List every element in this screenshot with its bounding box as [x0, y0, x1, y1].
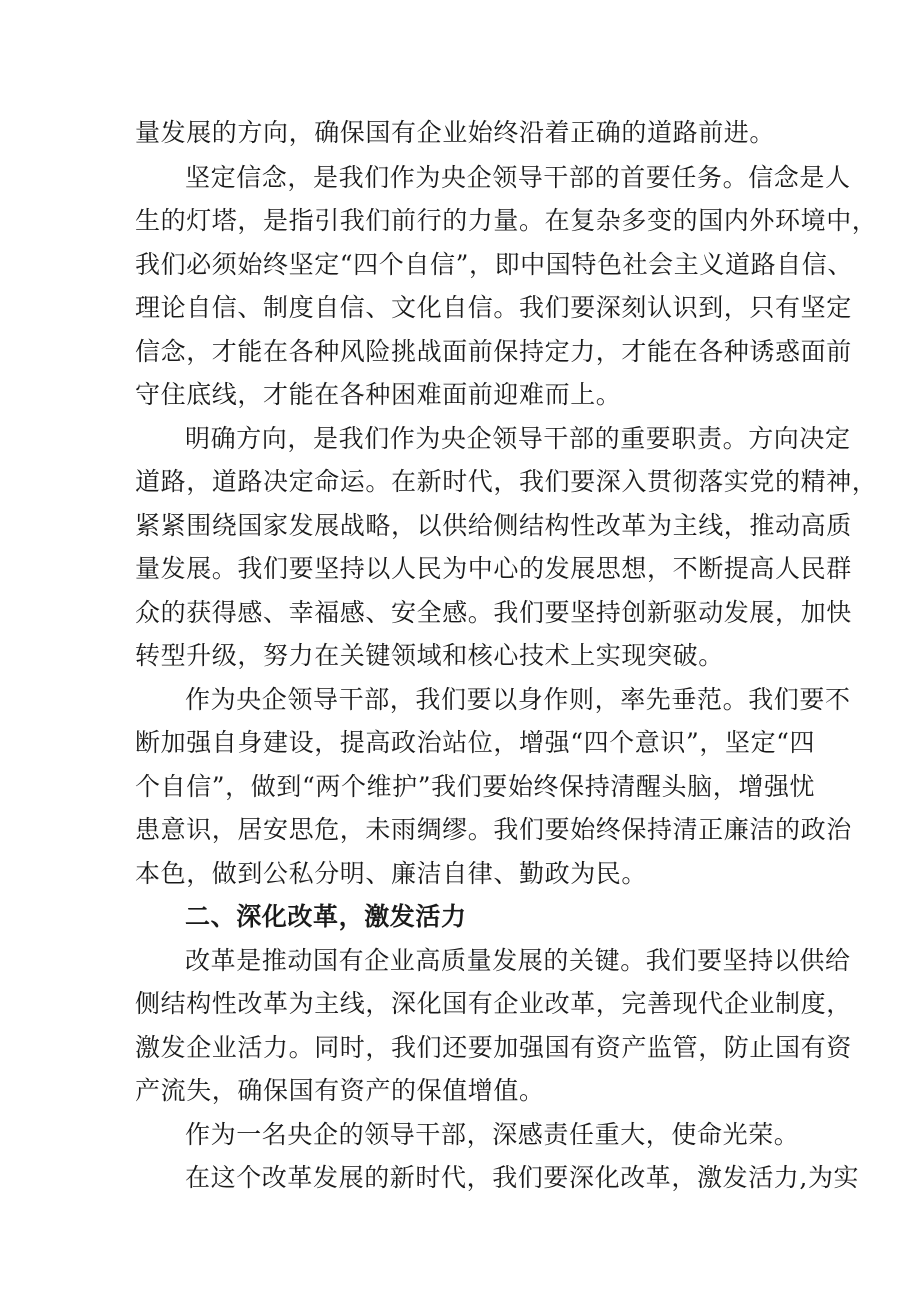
text-line: 信念，才能在各种风险挑战面前保持定力，才能在各种诱惑面前	[135, 337, 852, 366]
text-line: 作为央企领导干部，我们要以身作则，率先垂范。我们要不	[185, 685, 851, 714]
text-line: 我们必须始终坚定“四个自信”，即中国特色社会主义道路自信、	[135, 250, 853, 279]
text-line: 激发企业活力。同时，我们还要加强国有资产监管，防止国有资	[135, 1033, 852, 1062]
text-line: 道路，道路决定命运。在新时代，我们要深入贯彻落实党的精神，	[135, 467, 878, 496]
text-line: 产流失，确保国有资产的保值增值。	[135, 1076, 545, 1105]
section-heading: 二、深化改革，激发活力	[185, 902, 467, 931]
text-line: 改革是推动国有企业高质量发展的关键。我们要坚持以供给	[185, 946, 851, 975]
text-line: 明确方向，是我们作为央企领导干部的重要职责。方向决定	[185, 424, 851, 453]
text-line: 患意识，居安思危，未雨绸缪。我们要始终保持清正廉洁的政治	[135, 815, 852, 844]
text-line: 断加强自身建设，提高政治站位，增强“四个意识”，坚定“四	[135, 728, 816, 757]
text-line: 量发展。我们要坚持以人民为中心的发展思想，不断提高人民群	[135, 554, 852, 583]
text-line: 侧结构性改革为主线，深化国有企业改革，完善现代企业制度，	[135, 989, 852, 1018]
text-line: 在这个改革发展的新时代，我们要深化改革，激发活力,为实	[185, 1163, 860, 1192]
text-line: 众的获得感、幸福感、安全感。我们要坚持创新驱动发展，加快	[135, 598, 852, 627]
text-line: 紧紧围绕国家发展战略，以供给侧结构性改革为主线，推动高质	[135, 511, 852, 540]
text-line: 转型升级，努力在关键领域和核心技术上实现突破。	[135, 641, 724, 670]
text-line: 坚定信念，是我们作为央企领导干部的首要任务。信念是人	[185, 163, 851, 192]
text-line: 个自信”，做到“两个维护”我们要始终保持清醒头脑，增强忧	[135, 772, 816, 801]
text-line: 量发展的方向，确保国有企业始终沿着正确的道路前进。	[135, 118, 776, 147]
text-line: 生的灯塔，是指引我们前行的力量。在复杂多变的国内外环境中，	[135, 206, 878, 235]
text-line: 作为一名央企的领导干部，深感责任重大，使命光荣。	[185, 1120, 800, 1149]
text-line: 理论自信、制度自信、文化自信。我们要深刻认识到，只有坚定	[135, 293, 852, 322]
text-line: 本色，做到公私分明、廉洁自律、勤政为民。	[135, 859, 648, 888]
text-line: 守住底线，才能在各种困难面前迎难而上。	[135, 380, 622, 409]
